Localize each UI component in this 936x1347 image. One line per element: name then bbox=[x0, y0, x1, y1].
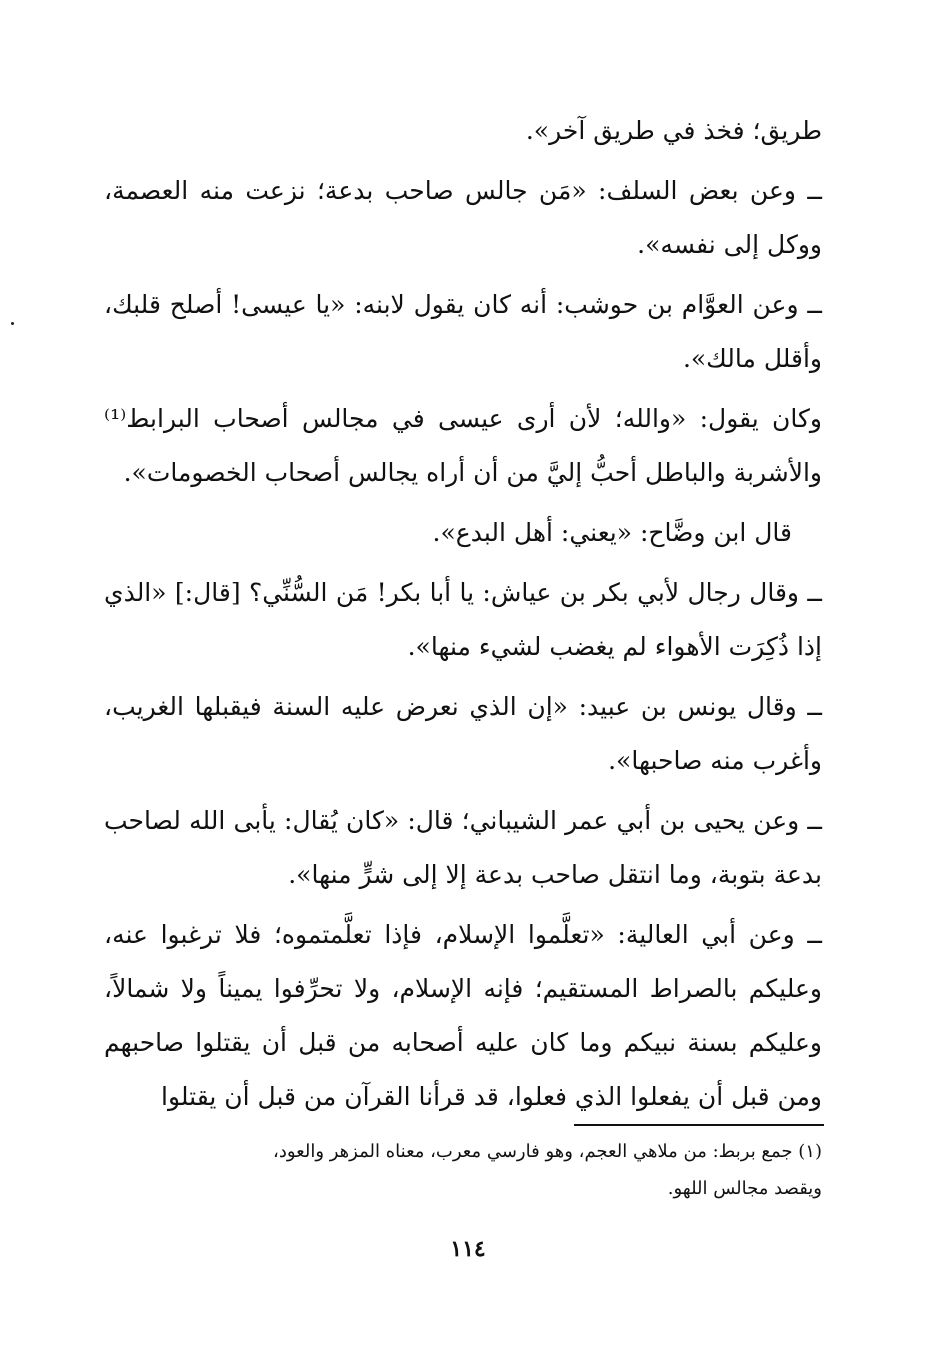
page-number: ١١٤ bbox=[450, 1236, 486, 1262]
paragraph-8: ــ وعن يحيى بن أبي عمر الشيباني؛ قال: «كان يُقال: يأبى الله لصاحب بدعة بتوبة، وما انتقل صاحب بدعة إلا إلى شرٍّ منها». bbox=[104, 806, 822, 889]
paragraph-4: وكان يقول: «والله؛ لأن أرى عيسى في مجالس أصحاب البرابط⁽¹⁾ والأشربة والباطل أحبُّ إليَّ من أن أراه يجالس أصحاب الخصومات». bbox=[104, 404, 822, 487]
footnote-separator bbox=[574, 1124, 824, 1126]
paragraph-3: ــ وعن العوَّام بن حوشب: أنه كان يقول لابنه: «يا عيسى! أصلح قلبك، وأقلل مالك». bbox=[104, 290, 822, 373]
paragraph-7: ــ وقال يونس بن عبيد: «إن الذي نعرض عليه السنة فيقبلها الغريب، وأغرب منه صاحبها». bbox=[104, 692, 822, 775]
footnote bbox=[104, 1133, 822, 1207]
footnote-line-1: (١) جمع بربط: من ملاهي العجم، وهو فارسي معرب، معناه المزهر والعود، bbox=[273, 1141, 822, 1162]
main-text bbox=[104, 104, 822, 1130]
paragraph-9: ــ وعن أبي العالية: «تعلَّموا الإسلام، فإذا تعلَّمتموه؛ فلا ترغبوا عنه، وعليكم بالصراط المستقيم؛ فإنه الإسلام، ولا تحرِّفوا يميناً ولا شمالاً، وعليكم بسنة نبيكم وما كان عليه أصحابه من قبل أن يقتلوا صاحبهم ومن قبل أن يفعلوا الذي فعلوا، قد قرأنا القرآن من قبل أن يقتلوا bbox=[104, 920, 822, 1111]
paragraph-2: ــ وعن بعض السلف: «مَن جالس صاحب بدعة؛ نزعت منه العصمة، ووكل إلى نفسه». bbox=[104, 176, 822, 259]
paragraph-5: قال ابن وضَّاح: «يعني: أهل البدع». bbox=[432, 518, 792, 547]
paragraph-1: طريق؛ فخذ في طريق آخر». bbox=[525, 116, 822, 145]
paragraph-6: ــ وقال رجال لأبي بكر بن عياش: يا أبا بكر! مَن السُّنِّي؟ [قال:] «الذي إذا ذُكِرَت الأهواء لم يغضب لشيء منها». bbox=[104, 578, 822, 661]
footnote-line-2: ويقصد مجالس اللهو. bbox=[667, 1178, 822, 1199]
scan-dot bbox=[11, 322, 14, 325]
